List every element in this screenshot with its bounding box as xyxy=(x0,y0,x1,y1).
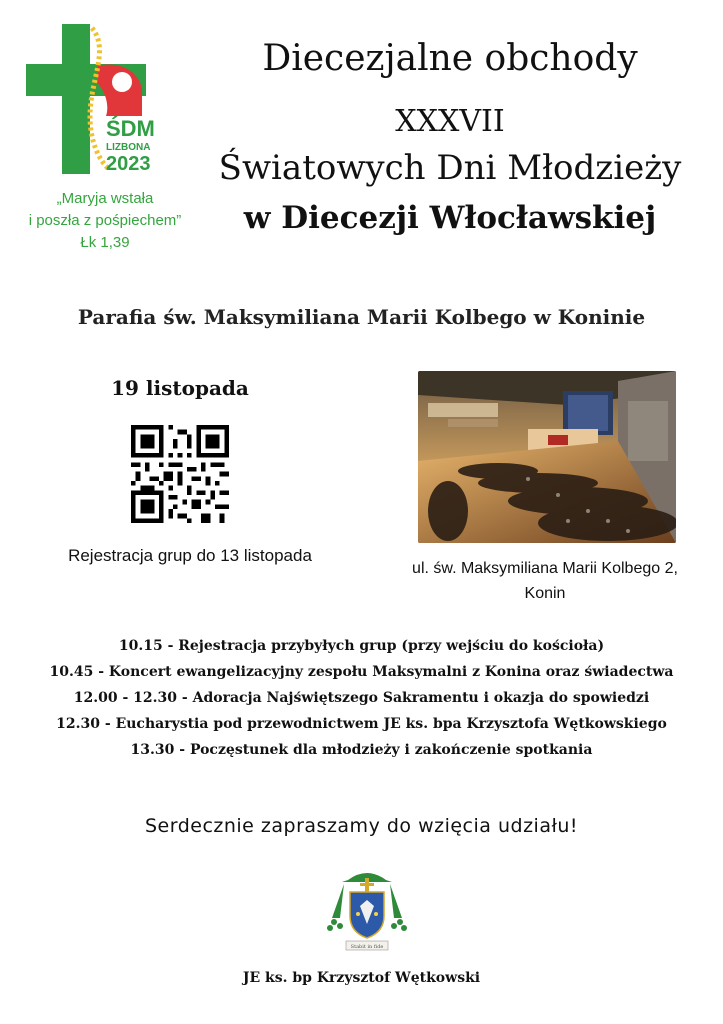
schedule-item: 10.15 - Rejestracja przybyłych grup (przy wejściu do kościoła) xyxy=(118,638,605,654)
logo-brand-city: LIZBONA xyxy=(106,142,151,153)
title-line-1: Diecezjalne obchody xyxy=(262,38,638,79)
address-line-2: Konin xyxy=(524,585,566,602)
logo-brand-year: 2023 xyxy=(106,153,151,175)
event-schedule xyxy=(0,633,723,763)
schedule-item: 13.30 - Poczęstunek dla młodzieży i zakończenie spotkania xyxy=(130,742,593,758)
schedule-item: 12.30 - Eucharystia pod przewodnictwem JE ks. bpa Krzysztofa Wętkowskiego xyxy=(56,716,667,732)
title-line-4: w Diecezji Włocławskiej xyxy=(243,200,657,236)
event-date: 19 listopada xyxy=(111,376,249,400)
signature: JE ks. bp Krzysztof Wętkowski xyxy=(242,970,481,986)
title-line-2: XXXVII xyxy=(395,104,505,139)
quote-line-2: i poszła z pośpiechem” xyxy=(28,212,182,229)
church-interior-photo xyxy=(418,371,676,543)
qr-code[interactable] xyxy=(131,425,229,523)
parish-name: Parafia św. Maksymiliana Marii Kolbego w Koninie xyxy=(77,305,646,329)
coat-motto: Stabit in fide xyxy=(350,944,384,950)
schedule-item: 10.45 - Koncert ewangelizacyjny zespołu Maksymalni z Konina oraz świadectwa xyxy=(49,664,674,680)
address-line-1: ul. św. Maksymiliana Marii Kolbego 2, xyxy=(412,560,678,577)
logo-brand-sdm: ŚDM xyxy=(106,116,155,141)
schedule-item: 12.00 - 12.30 - Adoracja Najświętszego Sakramentu i okazja do spowiedzi xyxy=(73,690,650,706)
title-line-3: Światowych Dni Młodzieży xyxy=(218,148,682,188)
bishop-coat-of-arms xyxy=(326,866,408,954)
sdm-logo xyxy=(20,20,180,180)
quote-line-1: „Maryja wstała xyxy=(56,190,154,207)
church-address xyxy=(380,556,710,606)
quote-line-3: Łk 1,39 xyxy=(80,234,130,251)
registration-deadline: Rejestracja grup do 13 listopada xyxy=(68,546,312,565)
logo-quote xyxy=(0,188,210,254)
invitation-text: Serdecznie zapraszamy do wzięcia udziału! xyxy=(144,815,579,837)
